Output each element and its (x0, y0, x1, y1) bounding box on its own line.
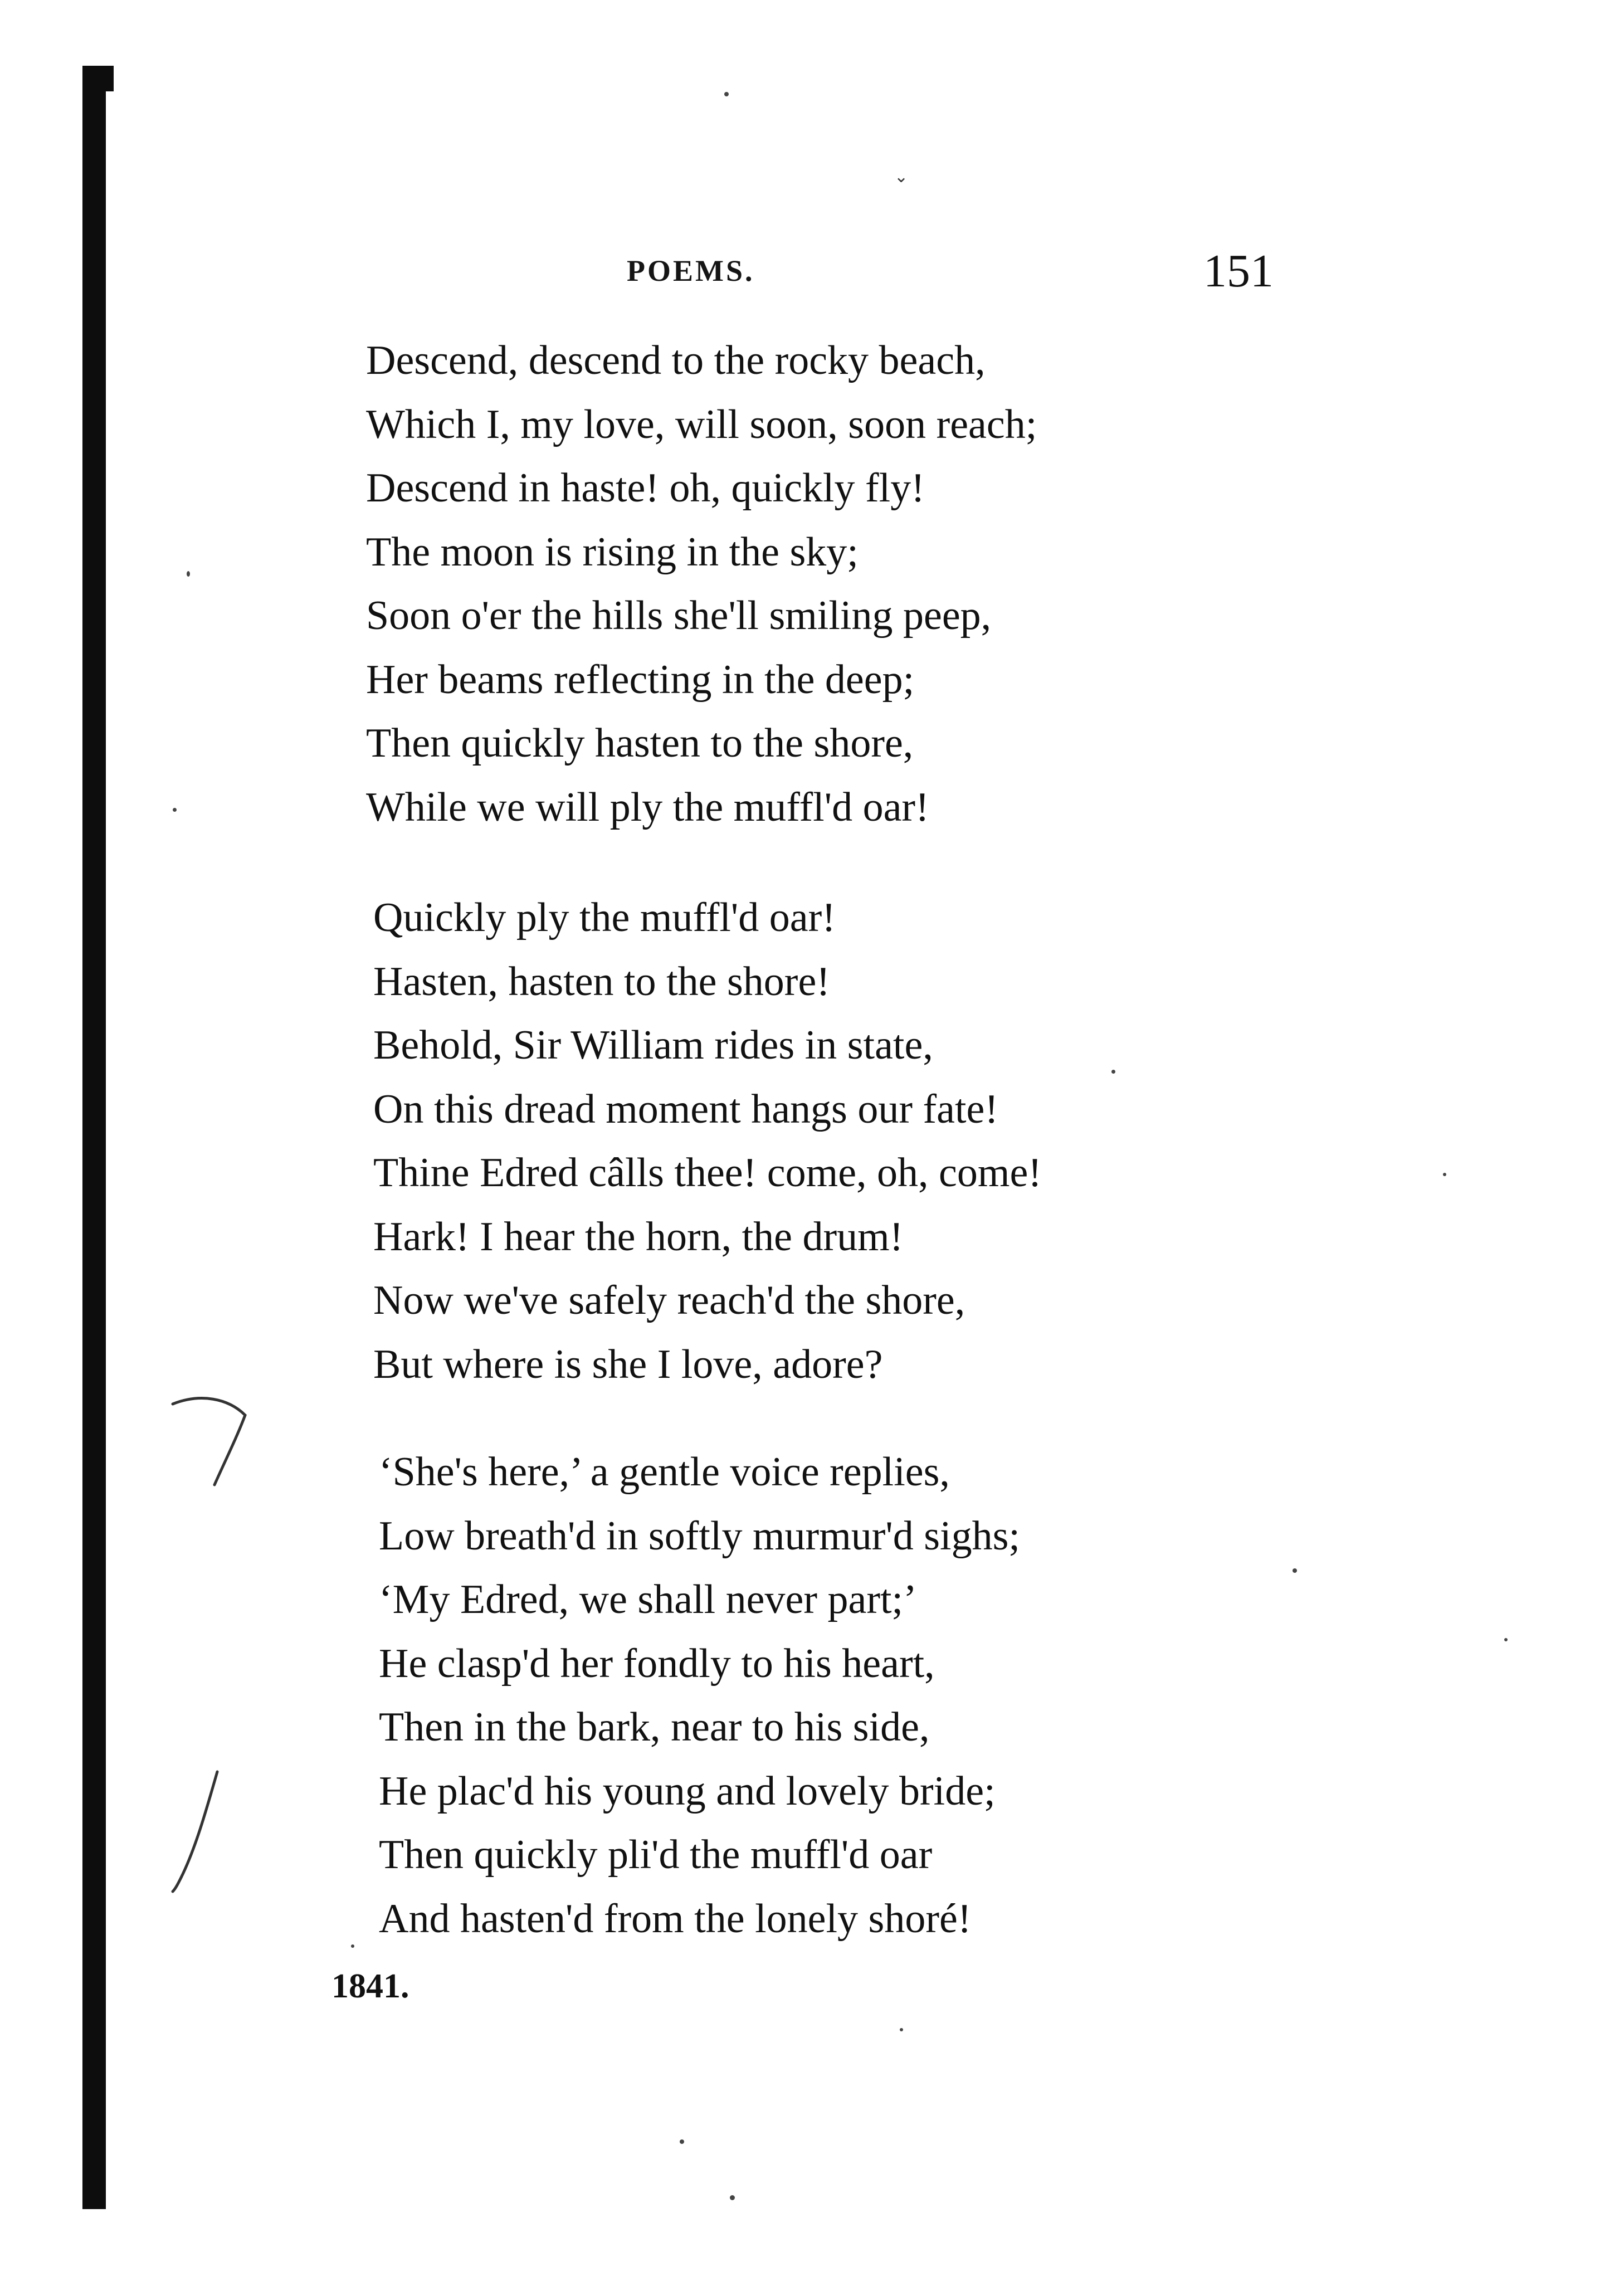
poem-line: Descend in haste! oh, quickly fly! (366, 465, 925, 511)
poem-line: Thine Edred câlls thee! come, oh, come! (373, 1150, 1042, 1196)
poem-line: Hark! I hear the horn, the drum! (373, 1213, 904, 1260)
printer-mark-icon: ⌄ (894, 167, 909, 187)
poem-line: Hasten, hasten to the shore! (373, 958, 830, 1005)
poem-line: Quickly ply the muffl'd oar! (373, 895, 836, 940)
speck (724, 92, 729, 96)
poem-line: He plac'd his young and lovely bride; (379, 1768, 996, 1814)
stanza-1 (366, 329, 1037, 839)
speck (187, 571, 190, 577)
poem-line: Descend, descend to the rocky beach, (366, 338, 986, 383)
running-title: POEMS. (627, 254, 755, 287)
pencil-bracket-mark (167, 1393, 267, 1493)
speck (900, 2028, 903, 2031)
poem-line: On this dread moment hangs our fate! (373, 1086, 999, 1132)
poem-line: He clasp'd her fondly to his heart, (379, 1640, 935, 1686)
stanza-3 (379, 1440, 1020, 1951)
speck (1293, 1568, 1297, 1573)
poem-line: Behold, Sir William rides in state, (373, 1022, 933, 1068)
poem-line: Which I, my love, will soon, soon reach; (366, 401, 1037, 447)
poem-line: The moon is rising in the sky; (366, 529, 859, 575)
page-number: 151 (1203, 245, 1274, 297)
speck (1443, 1173, 1446, 1176)
poem-line: Soon o'er the hills she'll smiling peep, (366, 593, 992, 638)
poem-line: While we will ply the muffl'd oar! (366, 784, 929, 830)
poem-line: Low breath'd in softly murmur'd sighs; (379, 1513, 1020, 1559)
speck (173, 808, 177, 812)
composition-date: 1841. (331, 1967, 409, 2005)
poem-line: Her beams reflecting in the deep; (366, 656, 915, 703)
poem-line: But where is she I love, adore? (373, 1341, 883, 1387)
speck (680, 2139, 684, 2144)
poem-line: Then quickly pli'd the muffl'd oar (379, 1832, 933, 1878)
poem-line: ‘She's here,’ a gentle voice replies, (379, 1449, 950, 1495)
poem-line: ‘My Edred, we shall never part;’ (379, 1577, 917, 1622)
poem-line: And hasten'd from the lonely shoré! (379, 1895, 972, 1942)
speck (351, 1944, 354, 1948)
speck (1111, 1070, 1115, 1074)
pencil-stroke-mark (167, 1766, 234, 1900)
poem-line: Then in the bark, near to his side, (379, 1704, 930, 1750)
binding-edge-shadow (82, 70, 106, 2209)
poem-line: Then quickly hasten to the shore, (366, 720, 914, 766)
stanza-2 (373, 886, 1042, 1396)
speck (730, 2195, 735, 2200)
poem-line: Now we've safely reach'd the shore, (373, 1278, 965, 1323)
speck (1504, 1638, 1508, 1641)
